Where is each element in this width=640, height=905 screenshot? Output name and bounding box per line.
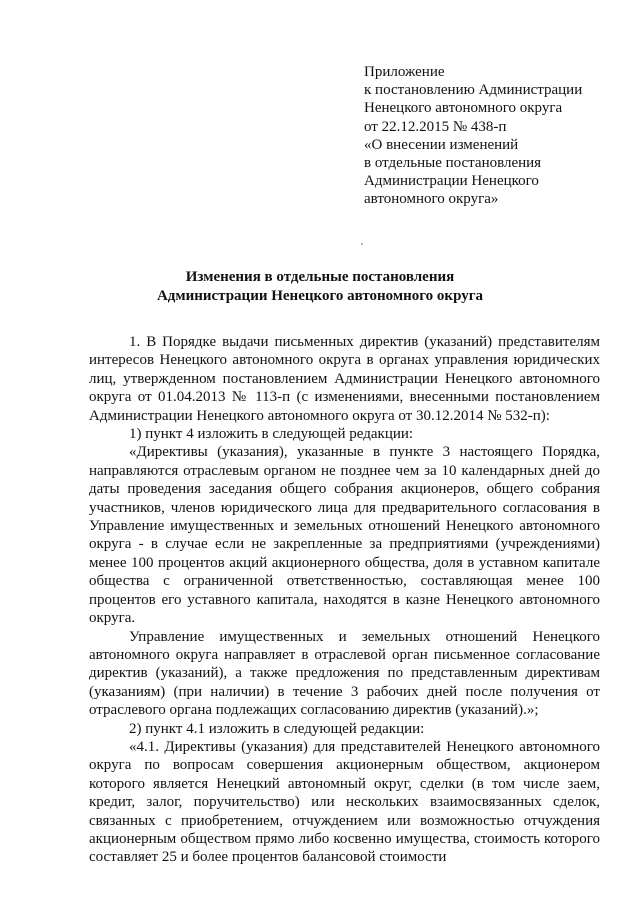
appendix-line: в отдельные постановления xyxy=(364,155,542,172)
paragraph: 1. В Порядке выдачи письменных директив (указаний) представителям интересов Ненецкого автономного округа в органах управления юридических лиц, утвержденном постановлением Администрации Ненецкого автономного округа от 01.04.2013 № 113-п (с изменениями, внесенными постановлением Администрации Ненецкого автономного округа от 30.12.2014 № 532-п): xyxy=(89,334,600,424)
title-line-1: Изменения в отдельные постановления xyxy=(185,269,455,285)
paragraph: «Директивы (указания), указанные в пункте 3 настоящего Порядка, направляются отраслевым органом не позднее чем за 10 календарных дней до даты проведения заседания общего собрания акционеров, общего собрания участников, членов юридического лица для предварительного согласования в Управление имущественных и земельных отношений Ненецкого автономного округа - в случае если не закрепленные за предприятиями (учреждениями) менее 100 процентов акций акционерного общества, доля в уставном капитале общества с ограниченной ответственностью, составляющая менее 100 процентов его уставного капитала, находятся в казне Ненецкого автономного округа. xyxy=(89,444,600,627)
scan-speck xyxy=(361,243,363,245)
appendix-line: Ненецкого автономного округа xyxy=(364,100,563,117)
appendix-line: к постановлению Администрации xyxy=(364,82,583,99)
appendix-line: Приложение xyxy=(364,64,445,80)
paragraph: «4.1. Директивы (указания) для представителей Ненецкого автономного округа по вопросам совершения акционерным обществом, акционером которого является Ненецкий автономный округ, сделки (в том числе заем, кредит, залог, поручительство) или нескольких взаимосвязанных сделок, связанных с приобретением, отчуждением или возможностью отчуждения акционерным обществом прямо либо косвенно имущества, стоимость которого составляет 25 и более процентов балансовой стоимости xyxy=(89,738,600,866)
paragraph: 2) пункт 4.1 изложить в следующей редакции: xyxy=(129,720,425,737)
appendix-header xyxy=(364,63,614,209)
document-title xyxy=(0,268,640,305)
appendix-line: автономного округа» xyxy=(364,191,499,208)
appendix-line: «О внесении изменений xyxy=(364,136,519,153)
appendix-line: от 22.12.2015 № 438-п xyxy=(364,118,507,135)
paragraph: Управление имущественных и земельных отношений Ненецкого автономного округа направляет в отраслевой орган письменное согласование директив (указаний), а также предложения по представленным директивам (указаниям) (при наличии) в течение 3 рабочих дней после получения от отраслевого органа подлежащих согласованию директив (указаний).»; xyxy=(89,628,600,719)
appendix-line: Администрации Ненецкого xyxy=(364,173,539,190)
paragraph: 1) пункт 4 изложить в следующей редакции: xyxy=(129,426,414,443)
document-body xyxy=(89,333,600,867)
title-line-2: Администрации Ненецкого автономного округа xyxy=(156,287,484,304)
